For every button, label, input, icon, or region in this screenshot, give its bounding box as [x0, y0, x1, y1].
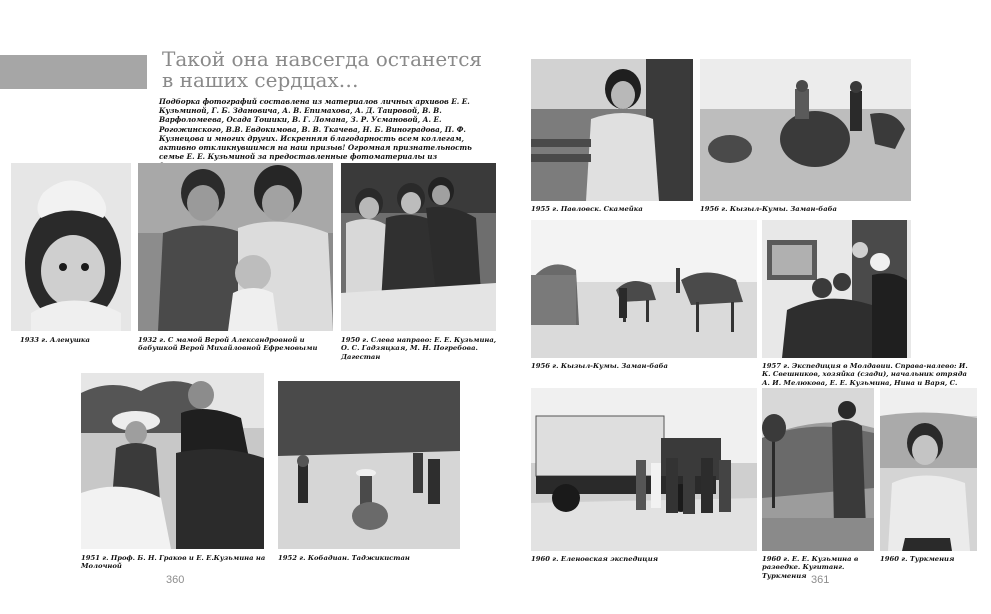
caption-1955: 1955 г. Павловск. Скамейка [531, 205, 643, 213]
caption-1956a: 1956 г. Кызыл-Кумы. Заман-баба [700, 205, 837, 213]
caption-1956b: 1956 г. Кызыл-Кумы. Заман-баба [531, 362, 668, 370]
caption-1951: 1951 г. Проф. Б. Н. Граков и Е. Е.Кузьмина на Молочной [81, 554, 266, 571]
caption-1932: 1932 г. С мамой Верой Александровной и бабушкой Верой Михайловной Ефремовыми [138, 336, 318, 353]
photo-1960-kugitang [762, 388, 874, 551]
photo-1952-kobadian [278, 381, 460, 549]
caption-1950: 1950 г. Слева направо: Е. Е. Кузьмина, О. С. Гадзяцкая, М. Н. Погребова. Дагестан [341, 336, 497, 361]
photo-1951-grakov [81, 373, 264, 549]
caption-1957: 1957 г. Экспедиция в Молдавии. Справа-налево: И. К. Свешников, хозяйка (сзади), начальник отряда А. И. Мелюкова, Е. Е. Кузьмина, Нина и Варя, С. [762, 362, 968, 387]
intro-paragraph: Подборка фотографий составлена из материалов личных архивов Е. Е. Кузьминой, Г. Б. Здановича, А. В. Епимахова, А. Д. Таировой, В. В. Варфоломеева, Осада Тошики, В. Г. Ломана, З. Р. Усмановой, А. Е. Рогожинского, В.В. Евдокимова, В. В. Ткачева, Н. Б. Виноградова, П. Ф. Кузнецова и многих других. Искренняя благодарность всем коллегам, активно откликнувшимся на наш призыв! Огромная признательность семье Е. Е. Кузьминой за предоставленные фотоматериалы из [159, 97, 472, 162]
title-accent-bar [0, 55, 147, 89]
photo-1957-moldavia [762, 220, 911, 358]
photo-1960-turkmenia [880, 388, 977, 551]
photo-1960-elenovka [531, 388, 757, 551]
caption-1960a: 1960 г. Еленовская экспедиция [531, 555, 659, 563]
caption-1960b: 1960 г. Е. Е. Кузьмина в разведке. Кугитанг. Туркмения [762, 555, 859, 580]
photo-1956-camels-riders [700, 59, 911, 201]
photo-1950-dagestan [341, 163, 496, 331]
page-number-right: 361 [811, 574, 830, 586]
photo-1933-alenushka [11, 163, 131, 331]
caption-1952: 1952 г. Кобадиан. Таджикистан [278, 554, 410, 562]
page-number-left: 360 [166, 574, 185, 586]
photo-1932-family [138, 163, 333, 331]
photo-1955-pavlovsk [531, 59, 693, 201]
photo-1956-camels-yurt [531, 220, 757, 358]
page-title: Такой она навсегда останется в наших сердцах… [162, 47, 483, 92]
caption-1960c: 1960 г. Туркмения [880, 555, 955, 563]
caption-1933: 1933 г. Аленушка [20, 336, 90, 344]
